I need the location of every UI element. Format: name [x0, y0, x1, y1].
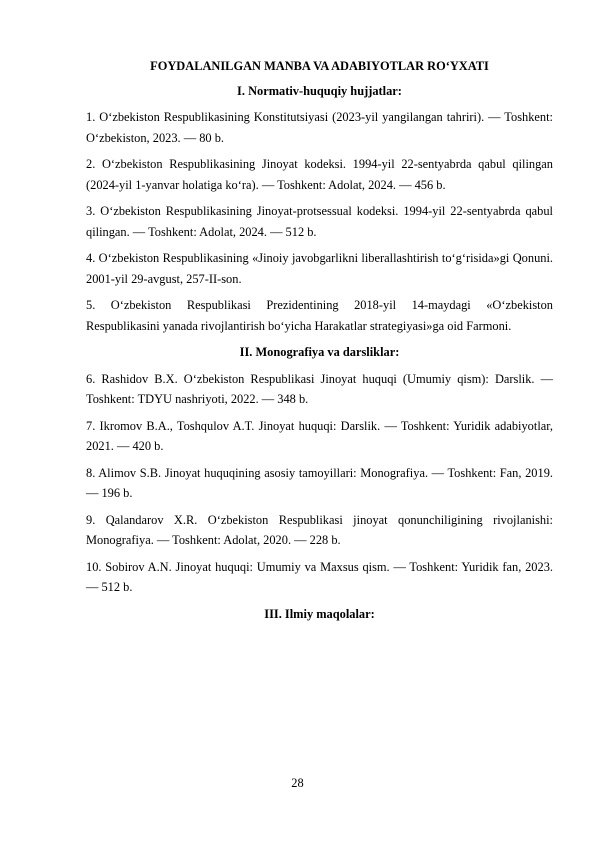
bibliography-body [86, 56, 553, 630]
bibliography-entry: 10. Sobirov A.N. Jinoyat huquqi: Umumiy va Maxsus qism. — Toshkent: Yuridik fan, 2023. — 512 b. [86, 559, 553, 594]
bibliography-entry: 9. Qalandarov X.R. O‘zbekiston Respublikasi jinoyat qonunchiligining rivojlanishi: Monografiya. — Toshkent: Adolat, 2020. — 228 b. [86, 512, 553, 547]
section-heading-normative: I. Normativ-huquqiy hujjatlar: [237, 83, 402, 98]
bibliography-entry: 1. O‘zbekiston Respublikasining Konstitutsiyasi (2023-yil yangilangan tahriri). — Toshkent: O‘zbekiston, 2023. — 80 b. [86, 110, 553, 145]
section-heading-monographs: II. Monografiya va darsliklar: [239, 345, 400, 359]
page-title: FOYDALANILGAN MANBA VA ADABIYOTLAR RO‘YXATI [150, 59, 489, 73]
bibliography-entry: 4. O‘zbekiston Respublikasining «Jinoiy javobgarlikni liberallashtirish to‘g‘risida»gi Qonuni. 2001-yil 29-avgust, 257-II-son. [86, 251, 553, 286]
bibliography-entry: 7. Ikromov B.A., Toshqulov A.T. Jinoyat huquqi: Darslik. — Toshkent: Yuridik adabiyotlar, 2021. — 420 b. [86, 418, 553, 453]
section-heading-articles: III. Ilmiy maqolalar: [264, 606, 375, 621]
bibliography-entry: 3. O‘zbekiston Respublikasining Jinoyat-protsessual kodeksi. 1994-yil 22-sentyabrda qabul qilingan. — Toshkent: Adolat, 2024. — 512 b. [86, 204, 553, 239]
bibliography-entry: 6. Rashidov B.X. O‘zbekiston Respublikasi Jinoyat huquqi (Umumiy qism): Darslik. — Toshkent: TDYU nashriyoti, 2022. — 348 b. [86, 371, 553, 406]
bibliography-entry: 2. O‘zbekiston Respublikasining Jinoyat kodeksi. 1994-yil 22-sentyabrda qabul qilingan (2024-yil 1-yanvar holatiga ko‘ra). — Toshkent: Adolat, 2024. — 456 b. [86, 157, 553, 192]
page-number: 28 [291, 776, 304, 790]
bibliography-entry: 5. O‘zbekiston Respublikasi Prezidentining 2018-yil 14-maydagi «O‘zbekiston Respublikasini yanada rivojlantirish bo‘yicha Harakatlar strategiyasi»ga oid Farmoni. [86, 298, 553, 333]
bibliography-entry: 8. Alimov S.B. Jinoyat huquqining asosiy tamoyillari: Monografiya. — Toshkent: Fan, 2019. — 196 b. [86, 465, 553, 500]
